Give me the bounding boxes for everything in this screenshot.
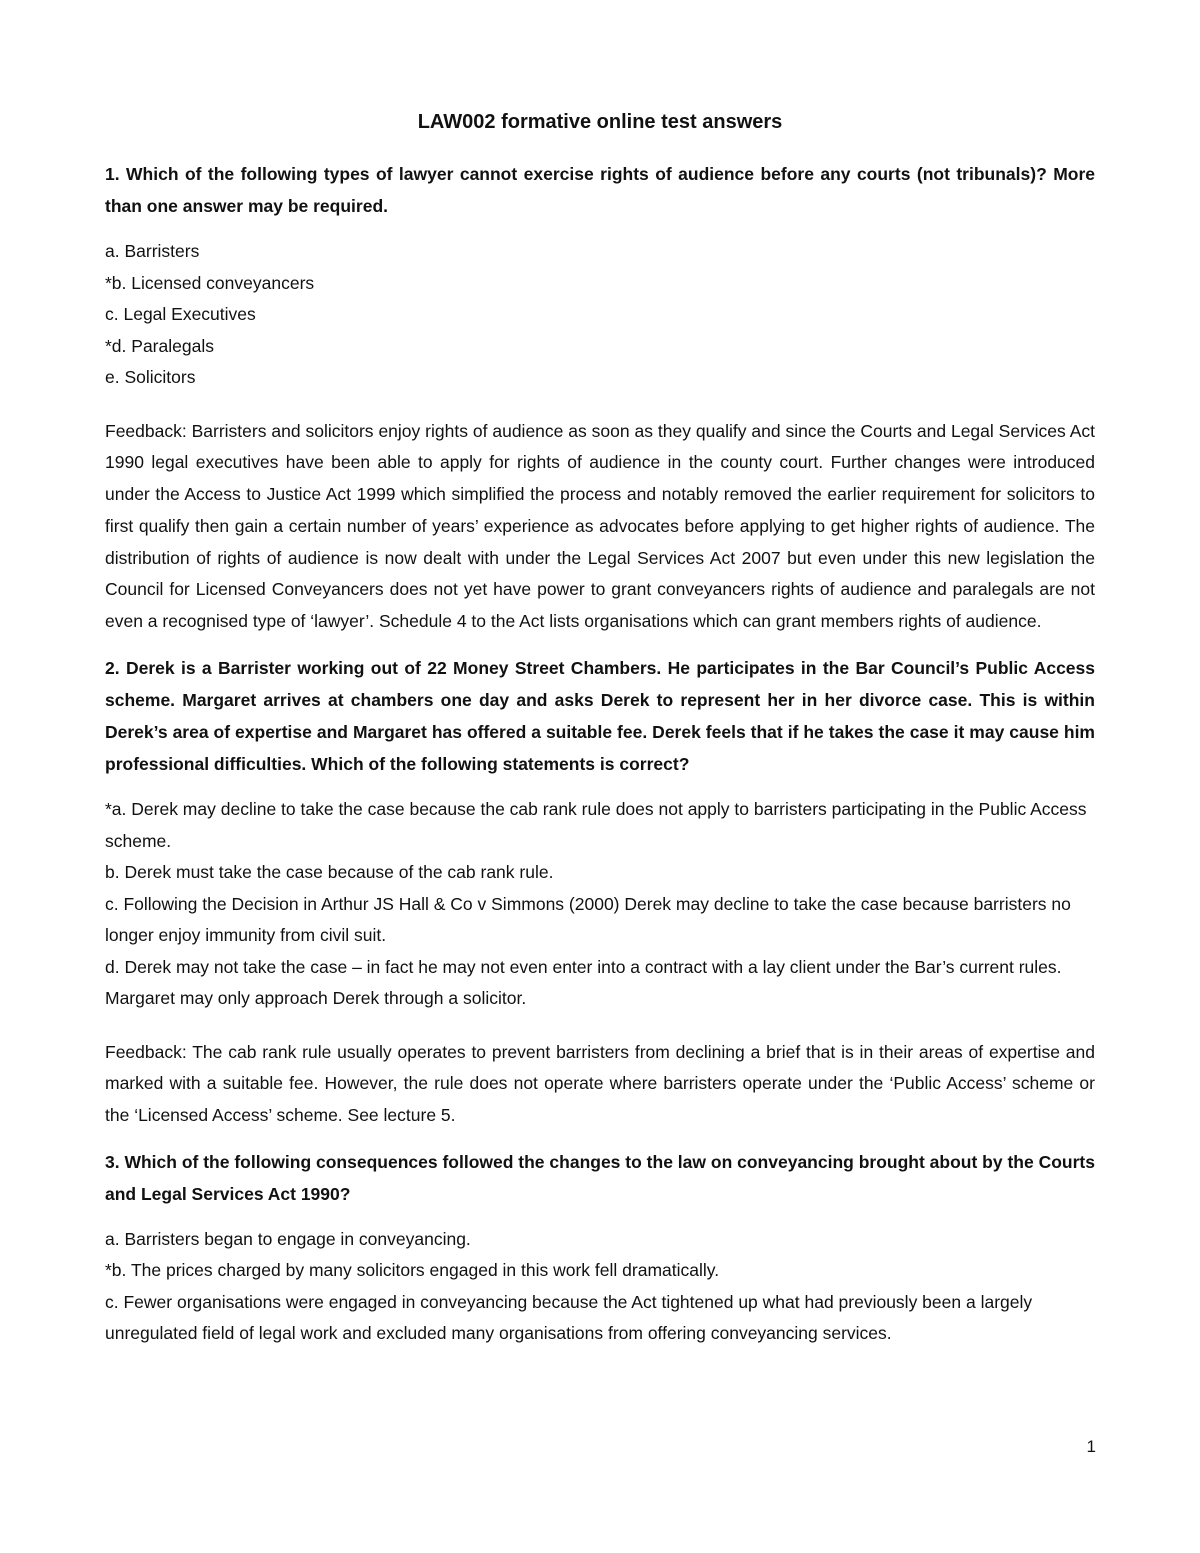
question-3: [105, 1146, 1095, 1350]
question-1-feedback: Feedback: Barristers and solicitors enjoy rights of audience as soon as they qualify and since the Courts and Legal Services Act 1990 legal executives have been able to apply for rights of audience in the county court. Further changes were introduced under the Access to Justice Act 1999 which simplified the process and notably removed the earlier requirement for solicitors to first qualify then gain a certain number of years’ experience as advocates before applying to get higher rights of audience. The distribution of rights of audience is now dealt with under the Legal Services Act 2007 but even under this new legislation the Council for Licensed Conveyancers does not yet have power to grant conveyancers rights of audience and paralegals are not even a recognised type of ‘lawyer’. Schedule 4 to the Act lists organisations which can grant members rights of audience.: [105, 420, 1095, 632]
option-item: a. Barristers: [105, 241, 200, 261]
option-item: *a. Derek may decline to take the case because the cab rank rule does not apply to barristers participating in the Public Access scheme.: [105, 799, 1087, 851]
option-item: d. Derek may not take the case – in fact he may not even enter into a contract with a lay client under the Bar’s current rules. Margaret may only approach Derek through a solicitor.: [105, 956, 1062, 1009]
document-title: LAW002 formative online test answers: [417, 111, 783, 133]
question-2-options: [105, 794, 1095, 1015]
option-item: c. Legal Executives: [105, 304, 256, 324]
question-1-options: [105, 236, 1095, 394]
question-2: [105, 652, 1095, 1132]
document-page: [105, 106, 1095, 1350]
question-3-options: [105, 1224, 1095, 1350]
option-item: *b. The prices charged by many solicitors engaged in this work fell dramatically.: [105, 1260, 720, 1281]
option-item: e. Solicitors: [105, 367, 196, 387]
option-item: a. Barristers began to engage in conveyancing.: [105, 1228, 471, 1249]
option-item: *b. Licensed conveyancers: [105, 272, 315, 293]
page-number: 1: [1086, 1437, 1096, 1456]
question-1: [105, 158, 1095, 638]
option-item: b. Derek must take the case because of the cab rank rule.: [105, 862, 554, 883]
question-2-feedback: Feedback: The cab rank rule usually operates to prevent barristers from declining a brief that is in their areas of expertise and marked with a suitable fee. However, the rule does not operate where barristers operate under the ‘Public Access’ scheme or the ‘Licensed Access’ scheme. See lecture 5.: [105, 1041, 1095, 1126]
option-item: c. Fewer organisations were engaged in conveyancing because the Act tightened up what had previously been a largely unregulated field of legal work and excluded many organisations from offering conveyancing services.: [105, 1291, 1033, 1344]
option-item: c. Following the Decision in Arthur JS Hall & Co v Simmons (2000) Derek may decline to take the case because barristers no longer enjoy immunity from civil suit.: [105, 893, 1071, 946]
option-item: *d. Paralegals: [105, 335, 214, 356]
question-1-text: 1. Which of the following types of lawyer cannot exercise rights of audience before any courts (not tribunals)? More than one answer may be required.: [105, 164, 1095, 216]
question-3-text: 3. Which of the following consequences followed the changes to the law on conveyancing brought about by the Courts and Legal Services Act 1990?: [105, 1151, 1095, 1204]
spacer: [105, 394, 1095, 416]
question-2-text: 2. Derek is a Barrister working out of 22 Money Street Chambers. He participates in the Bar Council’s Public Access scheme. Margaret arrives at chambers one day and asks Derek to represent her in her divorce case. This is within Derek’s area of expertise and Margaret has offered a suitable fee. Derek feels that if he takes the case it may cause him professional difficulties. Which of the following statements is correct?: [105, 658, 1095, 775]
spacer: [105, 1015, 1095, 1037]
